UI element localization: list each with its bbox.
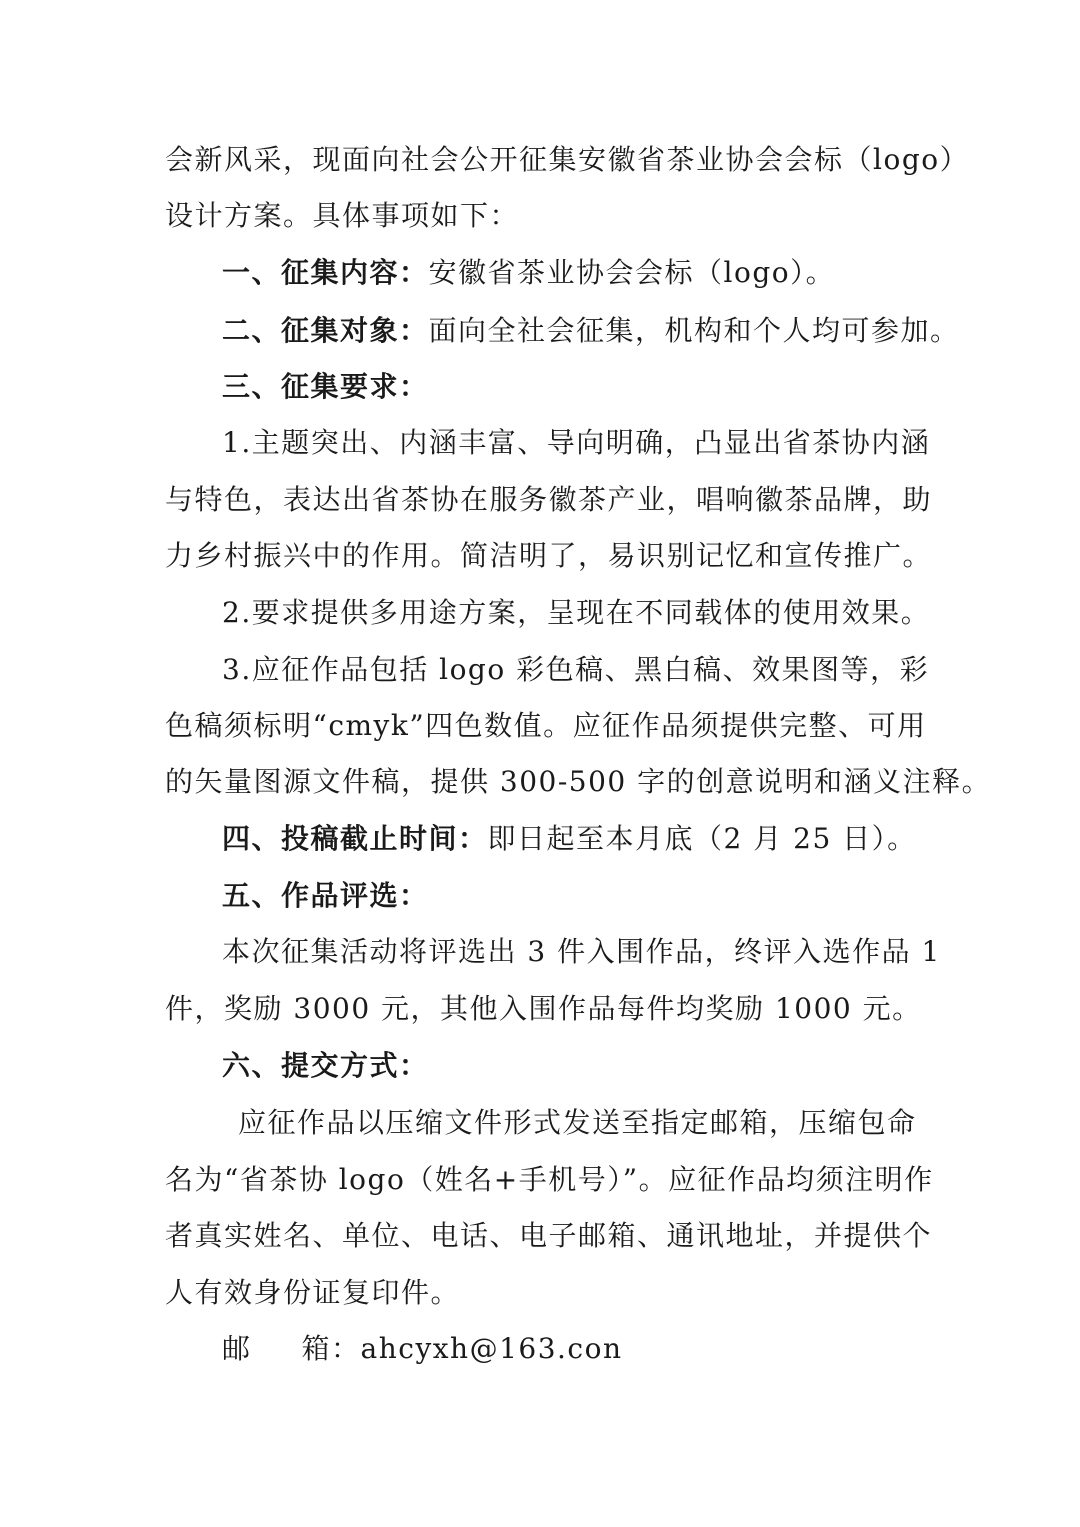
section-content: 一、征集内容：安徽省茶业协会会标（logo）。 (222, 256, 836, 289)
paragraph-line: 力乡村振兴中的作用。简洁明了，易识别记忆和宣传推广。 (165, 539, 933, 572)
paragraph-line: 会新风采，现面向社会公开征集安徽省茶业协会会标（logo） (165, 143, 970, 176)
paragraph-line: 设计方案。具体事项如下： (165, 199, 520, 232)
paragraph-line: 本次征集活动将评选出 3 件入围作品，终评入选作品 1 (222, 935, 941, 968)
section-selection (222, 871, 982, 921)
paragraph-line: 的矢量图源文件稿，提供 300-500 字的创意说明和涵义注释。 (165, 765, 992, 798)
paragraph-line: 名为“省茶协 logo（姓名+手机号）”。应征作品均须注明作 (165, 1163, 934, 1196)
email-label-part2: 箱： (301, 1332, 361, 1365)
email-label-part1: 邮 (222, 1332, 252, 1365)
paragraph-line: 应征作品以压缩文件形式发送至指定邮箱，压缩包命 (238, 1106, 917, 1139)
paragraph-line: 者真实姓名、单位、电话、电子邮箱、通讯地址，并提供个 (165, 1219, 933, 1252)
section-deadline: 四、投稿截止时间：即日起至本月底（2 月 25 日）。 (222, 822, 917, 855)
email-address: ahcyxh@163.con (360, 1332, 623, 1365)
section-requirements (222, 362, 982, 412)
paragraph-line: 人有效身份证复印件。 (165, 1276, 461, 1309)
paragraph-line: 3.应征作品包括 logo 彩色稿、黑白稿、效果图等，彩 (222, 653, 930, 686)
email-line (222, 1324, 982, 1374)
paragraph-line: 1.主题突出、内涵丰富、导向明确，凸显出省茶协内涵 (222, 426, 931, 459)
section-heading: 一、征集内容： (222, 256, 429, 289)
paragraph-line: 与特色，表达出省茶协在服务徽茶产业，唱响徽茶品牌，助 (165, 483, 933, 516)
section-target: 二、征集对象：面向全社会征集，机构和个人均可参加。 (222, 314, 960, 347)
paragraph-line: 色稿须标明“cmyk”四色数值。应征作品须提供完整、可用 (165, 709, 927, 742)
section-submission (222, 1041, 982, 1091)
section-heading: 三、征集要求： (222, 370, 429, 403)
paragraph-line: 件，奖励 3000 元，其他入围作品每件均奖励 1000 元。 (165, 992, 922, 1025)
paragraph-line: 2.要求提供多用途方案，呈现在不同载体的使用效果。 (222, 596, 931, 629)
section-heading: 四、投稿截止时间： (222, 822, 488, 855)
section-heading: 二、征集对象： (222, 314, 429, 347)
section-heading: 六、提交方式： (222, 1049, 429, 1082)
section-heading: 五、作品评选： (222, 879, 429, 912)
